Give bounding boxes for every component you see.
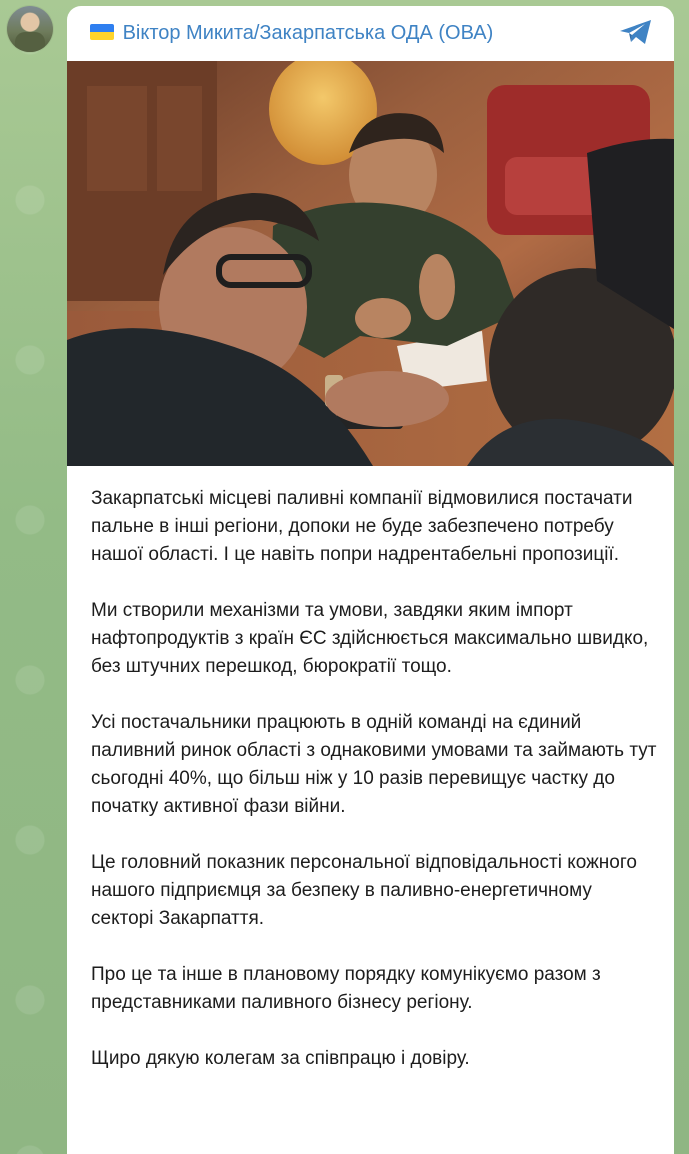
message-paragraph: Про це та інше в плановому порядку комунікуємо разом з представниками паливного бізнесу регіону.	[91, 964, 601, 1013]
photo-person-center-hand	[355, 298, 411, 338]
message-text	[91, 485, 658, 1101]
message-paragraph: Усі постачальники працюють в одній команді на єдиний паливний ринок області з однаковими умовами та займають тут сьогодні 40%, що більш ніж у 10 разів перевищує частку до початку активної фази війни.	[91, 712, 657, 817]
photo-door-panel	[87, 86, 147, 191]
message-header	[67, 6, 674, 61]
channel-title-row[interactable]	[90, 21, 493, 45]
channel-avatar[interactable]	[7, 6, 53, 52]
ukraine-flag-icon	[90, 24, 114, 40]
message-paragraph: Це головний показник персональної відповідальності кожного нашого підприємця за безпеку в паливно-енергетичному секторі Закарпаття.	[91, 852, 637, 929]
message-paragraph: Щиро дякую колегам за співпрацю і довіру.	[91, 1048, 470, 1069]
channel-title[interactable]: Віктор Микита/Закарпатська ОДА (ОВА)	[122, 22, 494, 44]
message-card	[67, 6, 674, 1154]
message-paragraph: Ми створили механізми та умови, завдяки яким імпорт нафтопродуктів з країн ЄС здійснюється максимально швидко, без штучних перешкод, бюрократії тощо.	[91, 600, 649, 677]
message-paragraph: Закарпатські місцеві паливні компанії відмовилися постачати пальне в інші регіони, допоки не буде забезпечено потребу нашої області. І це навіть попри надрентабельні пропозиції.	[91, 488, 633, 565]
photo-person-center-hand	[419, 254, 455, 320]
message-photo	[67, 61, 674, 466]
photo-door-panel	[157, 86, 202, 191]
telegram-share-icon[interactable]	[618, 18, 654, 46]
photo-person-left-hand	[325, 371, 449, 427]
